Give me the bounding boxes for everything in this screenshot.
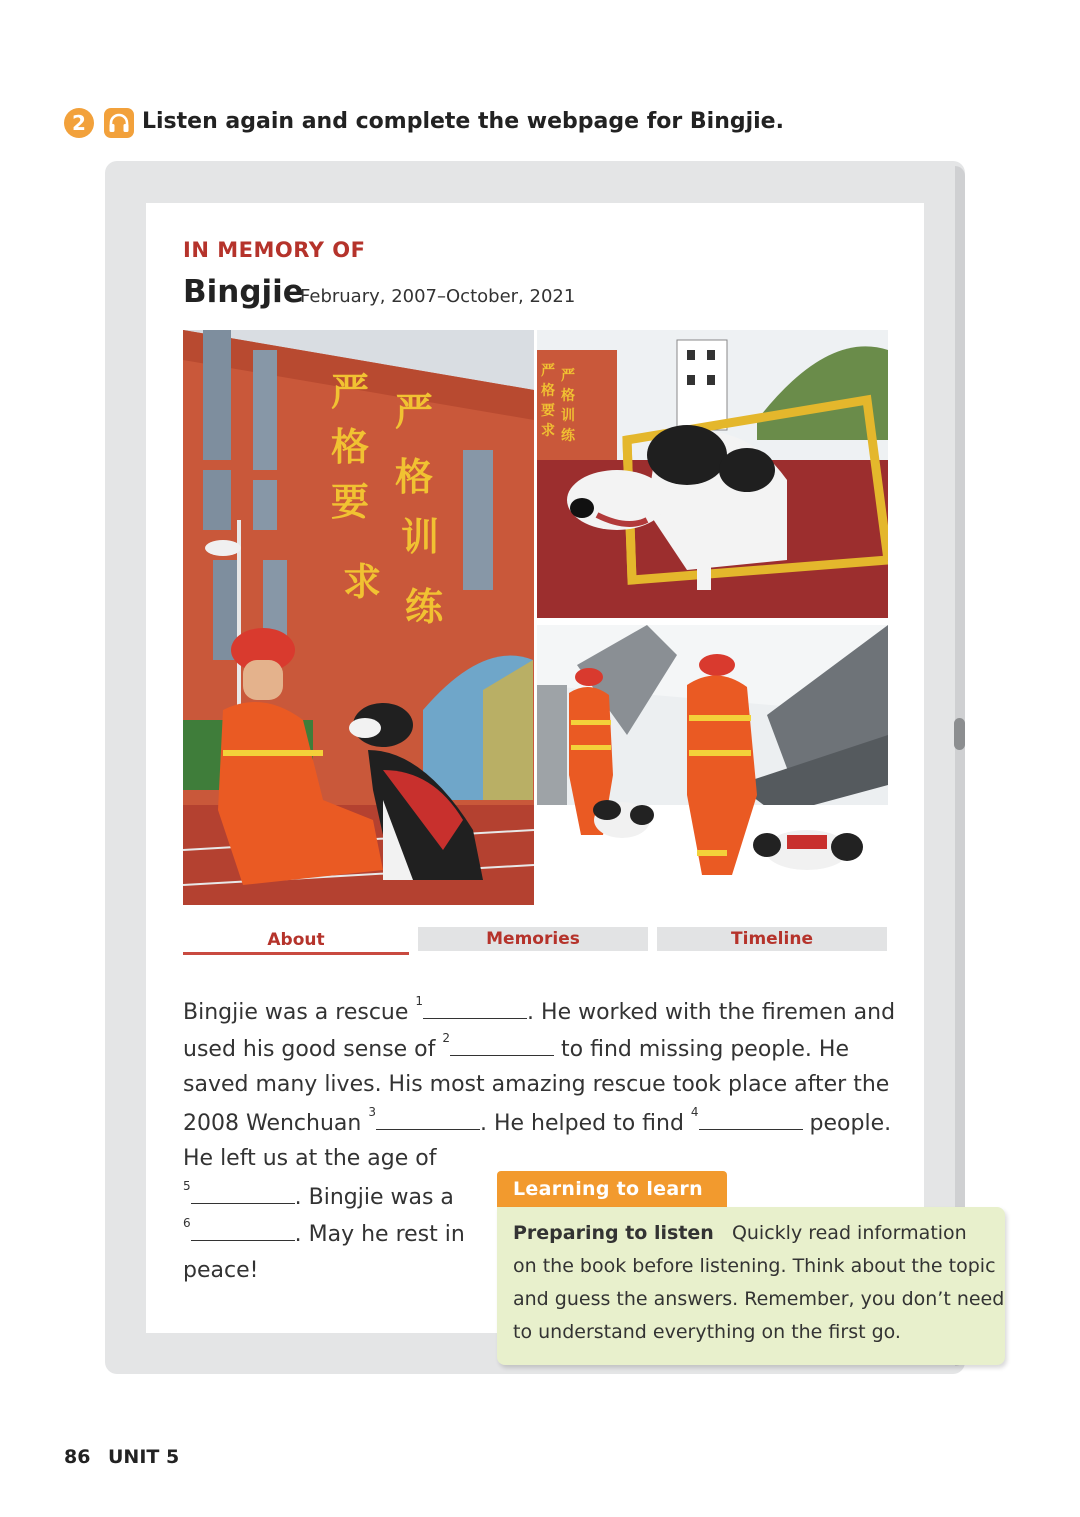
learning-tip-line-2: on the book before listening. Think about the topic: [513, 1255, 996, 1277]
about-text: saved many lives. His most amazing rescue took place after the: [183, 1072, 890, 1097]
answer-blank-1[interactable]: [423, 998, 527, 1019]
blank-number-5: 5: [183, 1179, 191, 1193]
about-text: He left us at the age of: [183, 1146, 437, 1171]
about-line-1: [183, 994, 896, 1025]
about-text: used his good sense of: [183, 1037, 443, 1062]
learning-tip-line-3: and guess the answers. Remember, you don’t need: [513, 1288, 1005, 1310]
about-text: peace!: [183, 1258, 259, 1283]
tablet-edge: [955, 166, 965, 1366]
tab-memories[interactable]: Memories: [418, 927, 648, 951]
svg-text:练: 练: [561, 428, 575, 444]
svg-text:要: 要: [541, 403, 555, 419]
learning-tip-heading: Preparing to listen: [513, 1222, 714, 1244]
about-text: . He helped to find: [479, 1111, 691, 1136]
answer-blank-4[interactable]: [699, 1109, 803, 1130]
svg-text:格: 格: [541, 383, 555, 399]
about-text: Bingjie was a rescue: [183, 1000, 416, 1025]
blank-number-2: 2: [442, 1031, 451, 1045]
about-text: . Bingjie was a: [294, 1185, 454, 1210]
learning-tip-text: Quickly read information: [731, 1222, 967, 1244]
svg-text:训: 训: [561, 408, 575, 424]
unit-label: UNIT 5: [108, 1446, 180, 1468]
svg-text:求: 求: [343, 560, 382, 604]
blank-number-3: 3: [368, 1105, 376, 1119]
page-number: 86: [64, 1446, 91, 1468]
exercise-number-badge: 2: [64, 108, 94, 138]
svg-text:要: 要: [331, 480, 370, 524]
svg-text:格: 格: [331, 425, 370, 469]
dog-name: Bingjie: [183, 274, 304, 310]
svg-text:格: 格: [561, 388, 575, 404]
learning-to-learn-title: Learning to learn: [497, 1171, 727, 1207]
answer-blank-5[interactable]: [191, 1183, 295, 1204]
svg-text:严: 严: [541, 363, 555, 379]
svg-text:训: 训: [401, 515, 440, 559]
blank-number-4: 4: [690, 1105, 699, 1119]
svg-text:严: 严: [331, 370, 370, 414]
learning-tip-line-4: to understand everything on the first go.: [513, 1321, 901, 1343]
svg-text:求: 求: [541, 423, 555, 439]
learning-tip-line-1: [513, 1222, 995, 1244]
photo-fireman-with-dog: [183, 330, 534, 905]
about-text: . May he rest in: [294, 1222, 465, 1247]
exercise-instruction: Listen again and complete the webpage for Bingjie.: [142, 109, 784, 134]
photo-firemen-dogs-snow: [537, 625, 888, 905]
blank-number-6: 6: [183, 1216, 191, 1230]
answer-blank-3[interactable]: [376, 1109, 480, 1130]
about-text: to find missing people. He: [554, 1037, 849, 1062]
about-line-5: [183, 1146, 436, 1171]
about-line-8: [183, 1258, 258, 1283]
photo-dog-training-frame: [537, 330, 888, 618]
scrollbar-handle[interactable]: [954, 718, 965, 750]
svg-text:练: 练: [405, 585, 444, 629]
tab-timeline[interactable]: Timeline: [657, 927, 887, 951]
memory-label: IN MEMORY OF: [183, 238, 366, 262]
answer-blank-6[interactable]: [191, 1220, 295, 1241]
svg-text:严: 严: [561, 368, 575, 384]
blank-number-1: 1: [415, 994, 424, 1008]
about-line-7: [183, 1216, 465, 1247]
about-line-2: [183, 1031, 849, 1062]
svg-text:严: 严: [395, 390, 434, 434]
dog-dates: February, 2007–October, 2021: [300, 286, 576, 307]
about-line-4: [183, 1105, 892, 1136]
headphones-icon[interactable]: [104, 108, 134, 138]
answer-blank-2[interactable]: [450, 1035, 554, 1056]
about-text: . He worked with the firemen and: [527, 1000, 896, 1025]
about-line-6: [183, 1179, 454, 1210]
about-text: people.: [802, 1111, 892, 1136]
svg-text:格: 格: [395, 455, 434, 499]
about-text: 2008 Wenchuan: [183, 1111, 369, 1136]
tab-about[interactable]: About: [183, 927, 409, 955]
about-line-3: [183, 1072, 889, 1097]
